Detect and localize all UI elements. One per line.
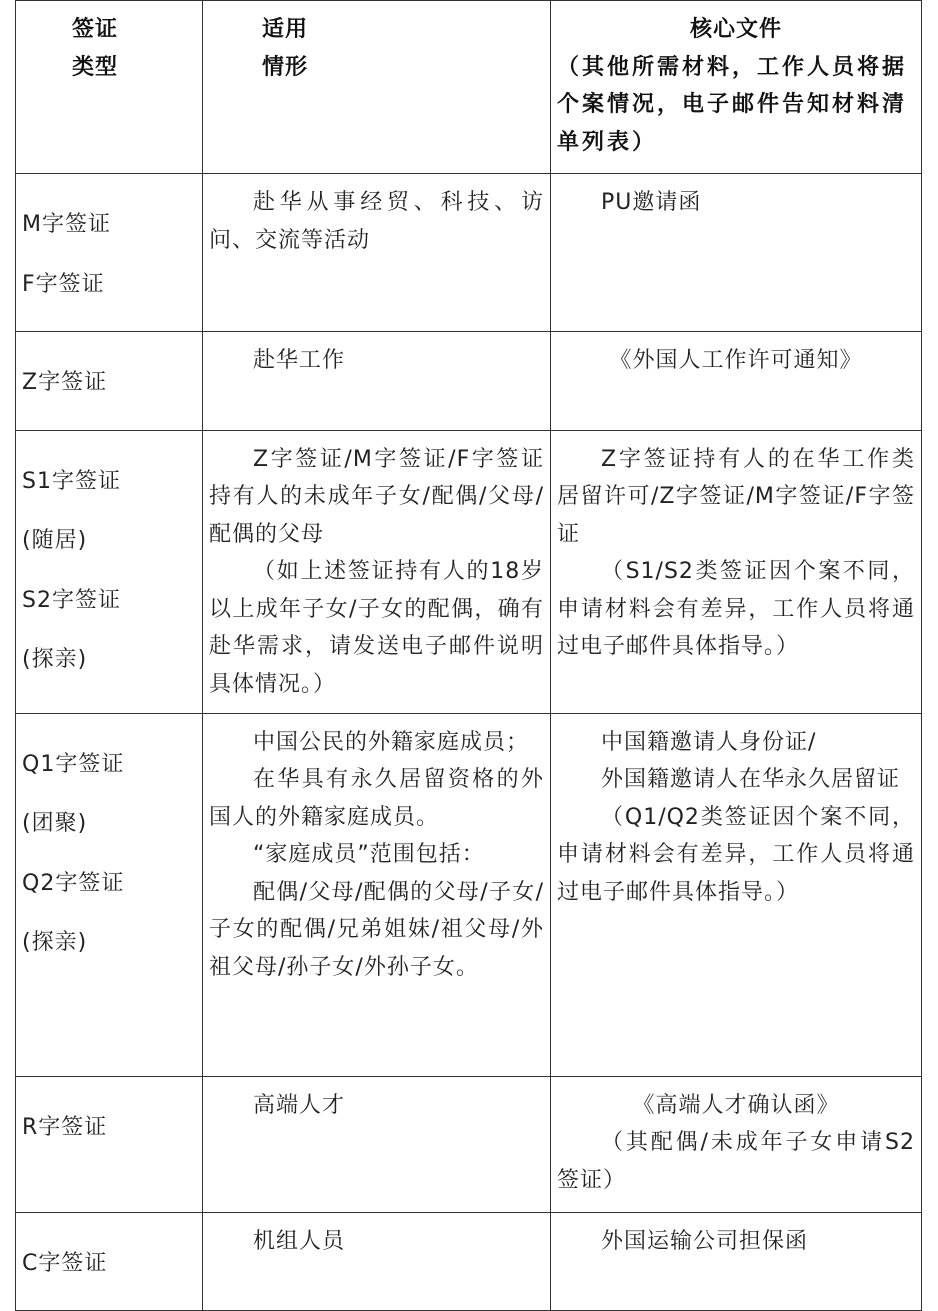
situation-text: 中国公民的外籍家庭成员； (253, 729, 530, 755)
visa-type-label: S1字签证 (22, 468, 121, 494)
situation-cell (203, 1076, 551, 1212)
visa-type-subtitle: (随居) (22, 528, 88, 553)
visa-type-label: Q2字签证 (22, 870, 125, 896)
documents-cell (551, 1212, 922, 1311)
documents-note: （S1/S2类签证因个案不同，申请材料会有差异，工作人员将通过电子邮件具体指导。） (557, 559, 915, 659)
situation-text: 高端人才 (253, 1092, 346, 1118)
documents-cell (551, 430, 922, 713)
visa-type-label: S2字签证 (22, 587, 121, 613)
documents-cell (551, 1076, 922, 1212)
situation-text: 配偶/父母/配偶的父母/子女/子女的配偶/兄弟姐妹/祖父母/外祖父母/孙子女/外孙子女。 (209, 879, 544, 980)
documents-cell (551, 332, 922, 431)
situation-text: 机组人员 (253, 1228, 346, 1254)
visa-type-cell (16, 430, 203, 713)
header-visa-type-line2: 类型 (72, 54, 119, 80)
situation-text: 赴华从事经贸、科技、访问、交流等活动 (209, 190, 544, 253)
situation-text: “家庭成员”范围包括： (253, 842, 485, 867)
visa-type-cell (16, 332, 203, 431)
visa-type-label: M字签证 (22, 212, 111, 237)
visa-type-cell (16, 1212, 203, 1311)
documents-text: PU邀请函 (601, 190, 702, 215)
header-situation (203, 1, 551, 174)
table-row (16, 430, 922, 713)
header-situation-line2: 情形 (262, 54, 309, 80)
visa-type-subtitle: (探亲) (22, 647, 88, 672)
visa-type-subtitle: (团聚) (22, 811, 88, 836)
documents-text: 外国运输公司担保函 (601, 1228, 809, 1254)
visa-type-cell (16, 174, 203, 332)
table-row (16, 1212, 922, 1311)
documents-note: （其配偶/未成年子女申请S2签证） (557, 1130, 915, 1193)
table-row (16, 1076, 922, 1212)
table-header-row (16, 1, 922, 174)
situation-cell (203, 332, 551, 431)
situation-cell (203, 430, 551, 713)
visa-type-label: C字签证 (22, 1250, 108, 1276)
visa-type-label: R字签证 (22, 1114, 108, 1140)
visa-type-subtitle: (探亲) (22, 930, 88, 955)
header-visa-type (16, 1, 203, 174)
visa-types-table (15, 0, 922, 1311)
situation-text: 赴华工作 (253, 348, 346, 373)
situation-cell (203, 1212, 551, 1311)
visa-type-label: Z字签证 (22, 370, 108, 395)
visa-type-label: Q1字签证 (22, 751, 125, 777)
header-documents (551, 1, 922, 174)
visa-type-label: F字签证 (22, 271, 105, 297)
table-row (16, 174, 922, 332)
header-visa-type-line1: 签证 (72, 17, 119, 42)
situation-text: Z字签证/M字签证/F字签证持有人的未成年子女/配偶/父母/配偶的父母 (209, 446, 544, 547)
visa-type-cell (16, 713, 203, 1076)
situation-cell (203, 713, 551, 1076)
table-row (16, 713, 922, 1076)
documents-text: Z字签证持有人的在华工作类居留许可/Z字签证/M字签证/F字签证 (557, 446, 915, 547)
documents-text: 外国籍邀请人在华永久居留证 (601, 767, 901, 792)
situation-note: （如上述签证持有人的18岁以上成年子女/子女的配偶，确有赴华需求，请发送电子邮件说明具体情况。） (209, 559, 544, 697)
documents-cell (551, 713, 922, 1076)
documents-note: （Q1/Q2类签证因个案不同，申请材料会有差异，工作人员将通过电子邮件具体指导。） (557, 804, 915, 905)
header-documents-note: （其他所需材料，工作人员将据个案情况，电子邮件告知材料清单列表） (557, 54, 908, 155)
situation-text: 在华具有永久居留资格的外国人的外籍家庭成员。 (209, 767, 544, 830)
situation-cell (203, 174, 551, 332)
visa-type-cell (16, 1076, 203, 1212)
header-situation-line1: 适用 (262, 17, 309, 42)
documents-text: 《外国人工作许可通知》 (609, 348, 863, 373)
documents-text: 中国籍邀请人身份证/ (601, 729, 817, 755)
header-documents-title: 核心文件 (689, 17, 782, 42)
table-row (16, 332, 922, 431)
documents-text: 《高端人才确认函》 (632, 1092, 840, 1118)
documents-cell (551, 174, 922, 332)
